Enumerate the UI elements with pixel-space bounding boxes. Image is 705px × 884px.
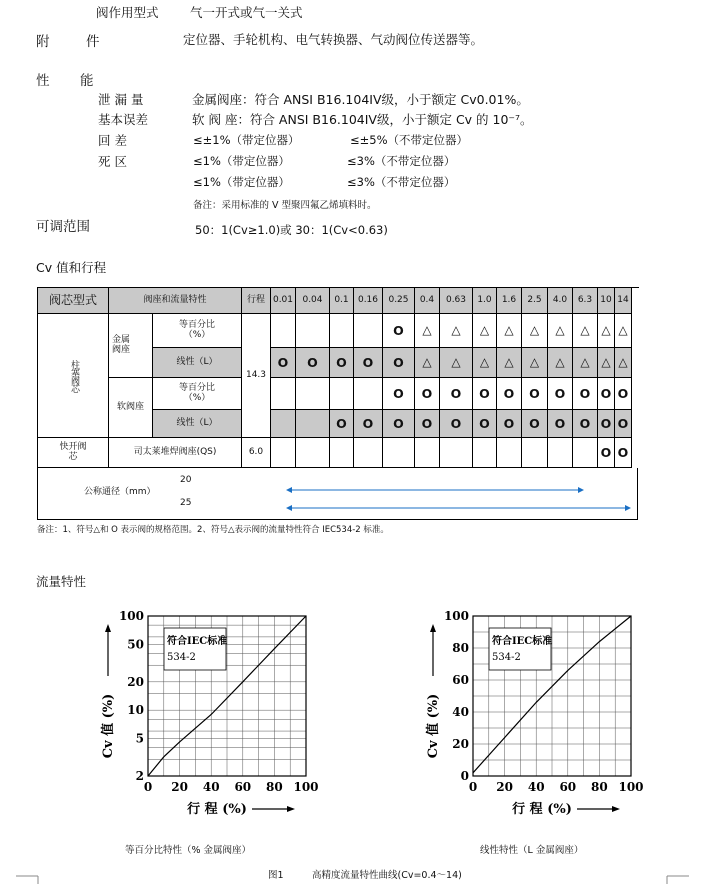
symbol-soft-equal-11: O (573, 378, 598, 410)
equal-chart-caption: 等百分比特性（% 金属阀座） (125, 845, 252, 856)
symbol-quick-open-12: O (598, 438, 615, 468)
y-tick-label: 2 (135, 769, 144, 783)
y-tick-label: 5 (135, 731, 144, 746)
x-tick-label: 0 (468, 780, 478, 794)
symbol-metal-equal-3 (354, 314, 383, 348)
accessories-value: 定位器、手轮机构、电气转换器、气动阀位传送器等。 (183, 32, 484, 47)
symbol-metal-linear-0: O (271, 348, 296, 378)
y-tick-label: 100 (118, 609, 144, 623)
symbol-metal-linear-12: △ (598, 348, 615, 378)
symbol-soft-equal-10: O (548, 378, 573, 410)
flow-section-title: 流量特性 (36, 574, 87, 589)
symbol-soft-equal-1 (296, 378, 330, 410)
x-tick-label: 20 (496, 780, 513, 794)
header-seat-flow: 阀座和流量特性 (109, 288, 242, 314)
dn25-label: 25 (180, 498, 192, 508)
equal-percentage-chart (90, 600, 330, 825)
header-cv-6: 0.63 (440, 288, 473, 314)
x-tick-label: 100 (618, 780, 644, 794)
symbol-soft-equal-3 (354, 378, 383, 410)
symbol-quick-open-1 (296, 438, 330, 468)
y-tick-label: 50 (127, 637, 144, 652)
x-axis-label: 行 程 (%) (187, 802, 247, 817)
y-axis-arrowhead (105, 624, 111, 632)
symbol-metal-equal-12: △ (598, 314, 615, 348)
linear-chart-caption: 线性特性（L 金属阀座） (480, 845, 584, 856)
header-cv-10: 4.0 (548, 288, 573, 314)
hysteresis-label: 回 差 (98, 133, 127, 148)
iec-note-text-1: 符合IEC标准 (167, 636, 228, 647)
stellite-label: 司太莱堆焊阀座(QS) (109, 438, 242, 468)
soft-seat-label (109, 378, 153, 438)
linear-chart (415, 600, 655, 825)
symbol-metal-linear-13: △ (615, 348, 632, 378)
deadband-label: 死 区 (98, 154, 127, 169)
deadband-without-1: ≤3%（不带定位器） (347, 154, 456, 168)
iec-note-text-1: 符合IEC标准 (492, 636, 553, 647)
quick-open-text: 快开阀芯 (59, 441, 87, 462)
size-range-arrows (235, 468, 638, 520)
symbol-metal-equal-7: △ (473, 314, 497, 348)
accessories-label-2: 件 (86, 34, 100, 50)
header-cv-13: 14 (615, 288, 632, 314)
symbol-soft-equal-8: O (497, 378, 522, 410)
symbol-soft-equal-9: O (522, 378, 548, 410)
symbol-quick-open-7 (473, 438, 497, 468)
symbol-soft-linear-10: O (548, 410, 573, 438)
accessories-label-1: 附 (36, 34, 50, 50)
valve-action-value: 气一开式或气一关式 (190, 5, 303, 20)
metal-seat-text: 金属阀座 (112, 334, 131, 355)
symbol-metal-linear-2: O (330, 348, 354, 378)
deadband-with-1: ≤1%（带定位器） (193, 154, 290, 168)
performance-label-1: 性 (36, 73, 50, 89)
deadband-with-2: ≤1%（带定位器） (193, 175, 290, 189)
symbol-quick-open-13: O (615, 438, 632, 468)
soft-seat-text: 软阀座 (116, 401, 144, 412)
symbol-quick-open-6 (440, 438, 473, 468)
symbol-metal-equal-10: △ (548, 314, 573, 348)
x-tick-label: 0 (143, 780, 153, 794)
nominal-size-cell (38, 468, 235, 520)
soft-equal-label (153, 378, 242, 410)
symbol-soft-linear-8: O (497, 410, 522, 438)
rangeability-label: 可调范围 (36, 219, 90, 235)
symbol-metal-equal-13: △ (615, 314, 632, 348)
symbol-metal-linear-3: O (354, 348, 383, 378)
x-tick-label: 60 (559, 780, 577, 794)
y-tick-label: 60 (452, 673, 469, 687)
valve-action-label: 阀作用型式 (96, 5, 159, 20)
iec-note-text-2: 534-2 (167, 652, 196, 663)
symbol-metal-linear-9: △ (522, 348, 548, 378)
symbol-metal-linear-8: △ (497, 348, 522, 378)
iec-note-text-2: 534-2 (492, 652, 521, 663)
x-tick-label: 40 (527, 780, 545, 794)
y-axis-label: Cv 值 (%) (426, 693, 441, 759)
symbol-quick-open-4 (383, 438, 415, 468)
symbol-soft-equal-0 (271, 378, 296, 410)
symbol-soft-linear-9: O (522, 410, 548, 438)
deadband-without-2: ≤3%（不带定位器） (347, 175, 456, 189)
symbol-soft-equal-12: O (598, 378, 615, 410)
iec-note-box (164, 628, 226, 670)
metal-seat-label (109, 314, 153, 378)
nominal-size-label: 公称通径（mm） (84, 487, 156, 497)
header-core-type: 阀芯型式 (38, 288, 109, 314)
symbol-metal-equal-0 (271, 314, 296, 348)
x-tick-label: 20 (171, 780, 188, 794)
symbol-quick-open-5 (415, 438, 440, 468)
header-cv-12: 10 (598, 288, 615, 314)
symbol-soft-equal-5: O (415, 378, 440, 410)
x-axis-label: 行 程 (%) (512, 802, 572, 817)
header-cv-3: 0.16 (354, 288, 383, 314)
symbol-metal-equal-8: △ (497, 314, 522, 348)
cv-section-title: Cv 值和行程 (36, 260, 107, 275)
symbol-metal-equal-9: △ (522, 314, 548, 348)
symbol-quick-open-2 (330, 438, 354, 468)
y-tick-label: 80 (452, 641, 469, 655)
metal-equal-text: 等百分比（%） (178, 319, 215, 340)
symbol-metal-equal-5: △ (415, 314, 440, 348)
symbol-metal-linear-4: O (383, 348, 415, 378)
leakage-metal: 金属阀座：符合 ANSI B16.104IV级，小于额定 Cv0.01%。 (192, 92, 529, 107)
symbol-soft-linear-2: O (330, 410, 354, 438)
figure-number: 图1 (268, 870, 284, 881)
symbol-metal-linear-1: O (296, 348, 330, 378)
symbol-soft-linear-6: O (440, 410, 473, 438)
symbol-soft-linear-12: O (598, 410, 615, 438)
nominal-size-range (235, 468, 638, 520)
y-tick-label: 40 (452, 705, 469, 719)
figure-caption: 高精度流量特性曲线(Cv=0.4～14) (312, 870, 462, 881)
metal-linear-label: 线性（L） (153, 348, 242, 378)
symbol-metal-linear-7: △ (473, 348, 497, 378)
header-cv-1: 0.04 (296, 288, 330, 314)
dn20-label: 20 (180, 475, 192, 485)
symbol-quick-open-0 (271, 438, 296, 468)
symbol-soft-linear-0 (271, 410, 296, 438)
symbol-quick-open-11 (573, 438, 598, 468)
y-tick-label: 100 (443, 609, 469, 623)
y-tick-label: 20 (127, 674, 144, 689)
x-tick-label: 60 (234, 780, 252, 794)
soft-linear-label: 线性（L） (153, 410, 242, 438)
symbol-soft-equal-13: O (615, 378, 632, 410)
symbol-metal-equal-2 (330, 314, 354, 348)
y-tick-label: 20 (452, 737, 469, 751)
leakage-soft: 软 阀 座：符合 ANSI B16.104IV级，小于额定 Cv 的 10⁻⁷。 (192, 112, 533, 127)
symbol-soft-linear-1 (296, 410, 330, 438)
symbol-soft-equal-4: O (383, 378, 415, 410)
symbol-metal-equal-4: O (383, 314, 415, 348)
hysteresis-without: ≤±5%（不带定位器） (350, 133, 469, 147)
symbol-soft-equal-6: O (440, 378, 473, 410)
symbol-quick-open-8 (497, 438, 522, 468)
header-stroke: 行程 (242, 288, 271, 314)
y-axis-arrowhead (430, 624, 436, 632)
symbol-metal-equal-1 (296, 314, 330, 348)
plunger-core-label (38, 314, 109, 438)
symbol-metal-linear-5: △ (415, 348, 440, 378)
leakage-label: 泄 漏 量 (98, 92, 144, 107)
packing-note: 备注：采用标准的 V 型聚四氟乙烯填料时。 (193, 200, 377, 211)
header-cv-8: 1.6 (497, 288, 522, 314)
header-cv-5: 0.4 (415, 288, 440, 314)
symbol-metal-linear-10: △ (548, 348, 573, 378)
y-axis-label: Cv 值 (%) (101, 693, 116, 759)
symbol-soft-equal-7: O (473, 378, 497, 410)
x-tick-label: 80 (591, 780, 608, 794)
page-corner-marks (0, 870, 705, 884)
basic-error-label: 基本误差 (98, 112, 149, 127)
symbol-quick-open-9 (522, 438, 548, 468)
x-tick-label: 100 (293, 780, 319, 794)
metal-equal-label (153, 314, 242, 348)
quick-open-label (38, 438, 109, 468)
stroke-qo: 6.0 (242, 438, 271, 468)
header-cv-0: 0.01 (271, 288, 296, 314)
header-cv-11: 6.3 (573, 288, 598, 314)
performance-label-2: 能 (80, 73, 94, 89)
symbol-soft-equal-2 (330, 378, 354, 410)
y-tick-label: 10 (127, 703, 144, 718)
symbol-soft-linear-11: O (573, 410, 598, 438)
header-cv-9: 2.5 (522, 288, 548, 314)
x-tick-label: 80 (266, 780, 283, 794)
symbol-soft-linear-13: O (615, 410, 632, 438)
table-footnote: 备注：1、符号△和 O 表示阀的规格范围。2、符号△表示阀的流量特性符合 IEC534-2 标准。 (37, 525, 389, 535)
plunger-core-text: 柱塞阀芯 (68, 359, 79, 392)
symbol-soft-linear-4: O (383, 410, 415, 438)
cv-stroke-table (37, 287, 639, 520)
symbol-metal-linear-11: △ (573, 348, 598, 378)
symbol-quick-open-10 (548, 438, 573, 468)
iec-note-box (489, 628, 551, 670)
symbol-metal-equal-6: △ (440, 314, 473, 348)
x-tick-label: 40 (202, 780, 220, 794)
header-cv-4: 0.25 (383, 288, 415, 314)
x-axis-arrowhead (612, 806, 620, 812)
rangeability-value: 50：1(Cv≥1.0)或 30：1(Cv<0.63) (195, 223, 388, 237)
x-axis-arrowhead (287, 806, 295, 812)
symbol-quick-open-3 (354, 438, 383, 468)
symbol-soft-linear-3: O (354, 410, 383, 438)
stroke-main: 14.3 (242, 314, 271, 438)
symbol-metal-linear-6: △ (440, 348, 473, 378)
y-tick-label: 0 (460, 769, 469, 783)
header-cv-2: 0.1 (330, 288, 354, 314)
symbol-metal-equal-11: △ (573, 314, 598, 348)
hysteresis-with: ≤±1%（带定位器） (193, 133, 300, 147)
symbol-soft-linear-7: O (473, 410, 497, 438)
header-cv-7: 1.0 (473, 288, 497, 314)
symbol-soft-linear-5: O (415, 410, 440, 438)
soft-equal-text: 等百分比（%） (178, 382, 215, 403)
